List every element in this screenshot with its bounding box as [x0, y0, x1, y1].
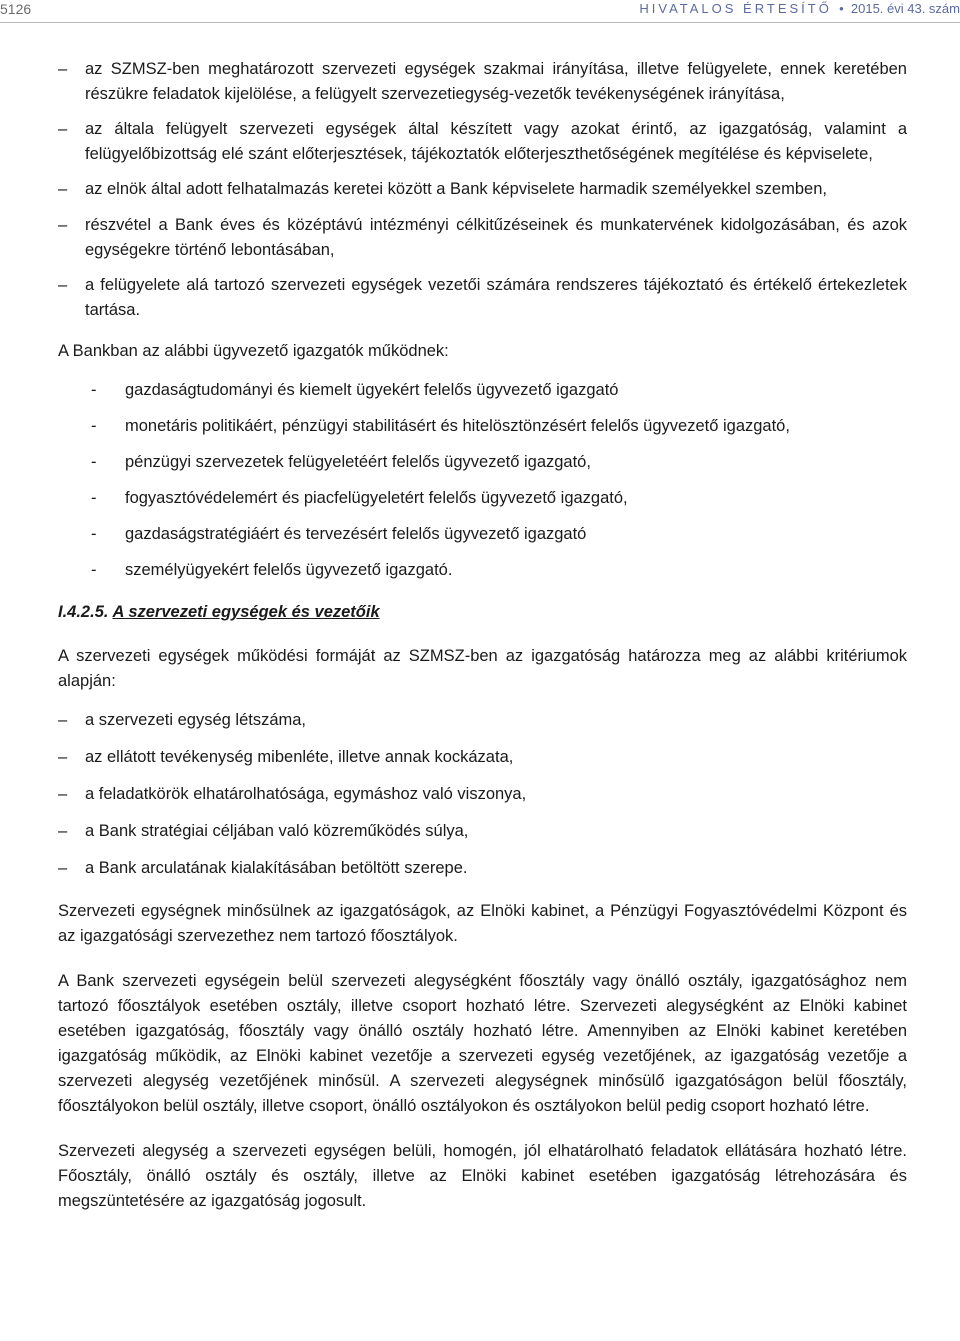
list-item: - gazdaságstratégiáért és tervezésért felelős ügyvezető igazgató — [58, 522, 907, 546]
dash-bullet: – — [58, 215, 68, 234]
dash-bullet: – — [58, 711, 68, 730]
publication-title: HIVATALOS ÉRTESÍTŐ — [639, 1, 832, 16]
hyphen-bullet: - — [91, 453, 97, 472]
list-item: – az ellátott tevékenység mibenléte, illetve annak kockázata, — [58, 745, 907, 769]
responsibilities-list — [58, 57, 907, 322]
section-number: I.4.2.5. — [58, 603, 109, 622]
list-item: – az SZMSZ-ben meghatározott szervezeti egységek szakmai irányítása, illetve felügyelete, ennek keretében részükre feladatok kijelölése, a felügyelt szervezetiegység-vezetők tevékenységének irányítása, — [58, 57, 907, 106]
list-item: – az elnök által adott felhatalmazás keretei között a Bank képviselete harmadik személyekkel szemben, — [58, 177, 907, 202]
dash-bullet: – — [58, 276, 68, 295]
dash-bullet: – — [58, 180, 68, 199]
hyphen-bullet: - — [91, 417, 97, 436]
directors-list — [58, 378, 907, 582]
page-header — [0, 0, 960, 23]
paragraph: Szervezeti egységnek minősülnek az igazgatóságok, az Elnöki kabinet, a Pénzügyi Fogyasztóvédelmi Központ és az igazgatósági szervezethez nem tartozó főosztályok. — [58, 902, 907, 946]
page-number: 5126 — [0, 1, 32, 17]
list-item: – részvétel a Bank éves és középtávú intézményi célkitűzéseinek és munkatervének kidolgozásában, és azok egységekre történő lebontásában, — [58, 213, 907, 262]
issue-label: 2015. évi 43. szám — [850, 1, 960, 16]
list-item: - pénzügyi szervezetek felügyeletéért felelős ügyvezető igazgató, — [58, 450, 907, 474]
paragraph: Szervezeti alegység a szervezeti egységen belüli, homogén, jól elhatárolható feladatok ellátására hozható létre. Főosztály, önálló osztály és osztály, illetve az Elnöki kabinet esetében igazgatóság létrehozására és megszüntetésére az igazgatóság jogosult. — [58, 1142, 907, 1211]
list-item: – a Bank arculatának kialakításában betöltött szerepe. — [58, 856, 907, 880]
list-item: - gazdaságtudományi és kiemelt ügyekért felelős ügyvezető igazgató — [58, 378, 907, 402]
section-heading — [58, 600, 907, 624]
directors-intro: A Bankban az alábbi ügyvezető igazgatók működnek: — [58, 342, 449, 361]
paragraph: A Bank szervezeti egységein belül szervezeti alegységként főosztály vagy önálló osztály, igazgatósághoz nem tartozó főosztályok esetében osztály, illetve csoport hozható létre. Szervezeti alegységként az Elnöki kabinet esetében igazgatóság, főosztály vagy önálló osztály hozható létre. Amennyiben az Elnöki kabinet keretében igazgatóság működik, az Elnöki kabinet vezetője a szervezeti egység vezetőjének, az igazgatóság vezetője a szervezeti alegység vezetőjének minősül. A szervezeti alegységnek minősülő igazgatóságon belül főosztály, főosztályokon belül osztály, illetve csoport, önálló osztályokon és osztályokon belül pedig csoport hozható létre. — [58, 972, 907, 1116]
list-item: – a feladatkörök elhatárolhatósága, egymáshoz való viszonya, — [58, 782, 907, 806]
dash-bullet: – — [58, 785, 68, 804]
criteria-list — [58, 708, 907, 880]
dash-bullet: – — [58, 748, 68, 767]
list-item: – a Bank stratégiai céljában való közreműködés súlya, — [58, 819, 907, 843]
list-item: – az általa felügyelt szervezeti egységek által készített vagy azokat érintő, az igazgatóság, valamint a felügyelőbizottság elé szánt előterjesztések, tájékoztatók előterjeszthetőségének megítélése és képviselete, — [58, 117, 907, 166]
dash-bullet: – — [58, 822, 68, 841]
list-item: - fogyasztóvédelemért és piacfelügyeletért felelős ügyvezető igazgató, — [58, 486, 907, 510]
list-item: - személyügyekért felelős ügyvezető igazgató. — [58, 558, 907, 582]
dash-bullet: – — [58, 120, 68, 139]
document-body — [58, 57, 907, 1228]
section-title: A szervezeti egységek és vezetőik — [112, 603, 380, 622]
dash-bullet: – — [58, 60, 68, 78]
list-item: – a felügyelete alá tartozó szervezeti egységek vezetői számára rendszeres tájékoztató és értékelő értekezletek tartása. — [58, 273, 907, 322]
header-right — [639, 1, 960, 16]
hyphen-bullet: - — [91, 561, 97, 580]
dash-bullet: – — [58, 859, 68, 878]
hyphen-bullet: - — [91, 381, 97, 400]
criteria-intro: A szervezeti egységek működési formáját az SZMSZ-ben az igazgatóság határozza meg az alábbi kritériumok alapján: — [58, 647, 907, 691]
header-bullet: • — [839, 1, 844, 16]
list-item: - monetáris politikáért, pénzügyi stabilitásért és hitelösztönzésért felelős ügyvezető igazgató, — [58, 414, 907, 438]
hyphen-bullet: - — [91, 525, 97, 544]
list-item: – a szervezeti egység létszáma, — [58, 708, 907, 732]
hyphen-bullet: - — [91, 489, 97, 508]
